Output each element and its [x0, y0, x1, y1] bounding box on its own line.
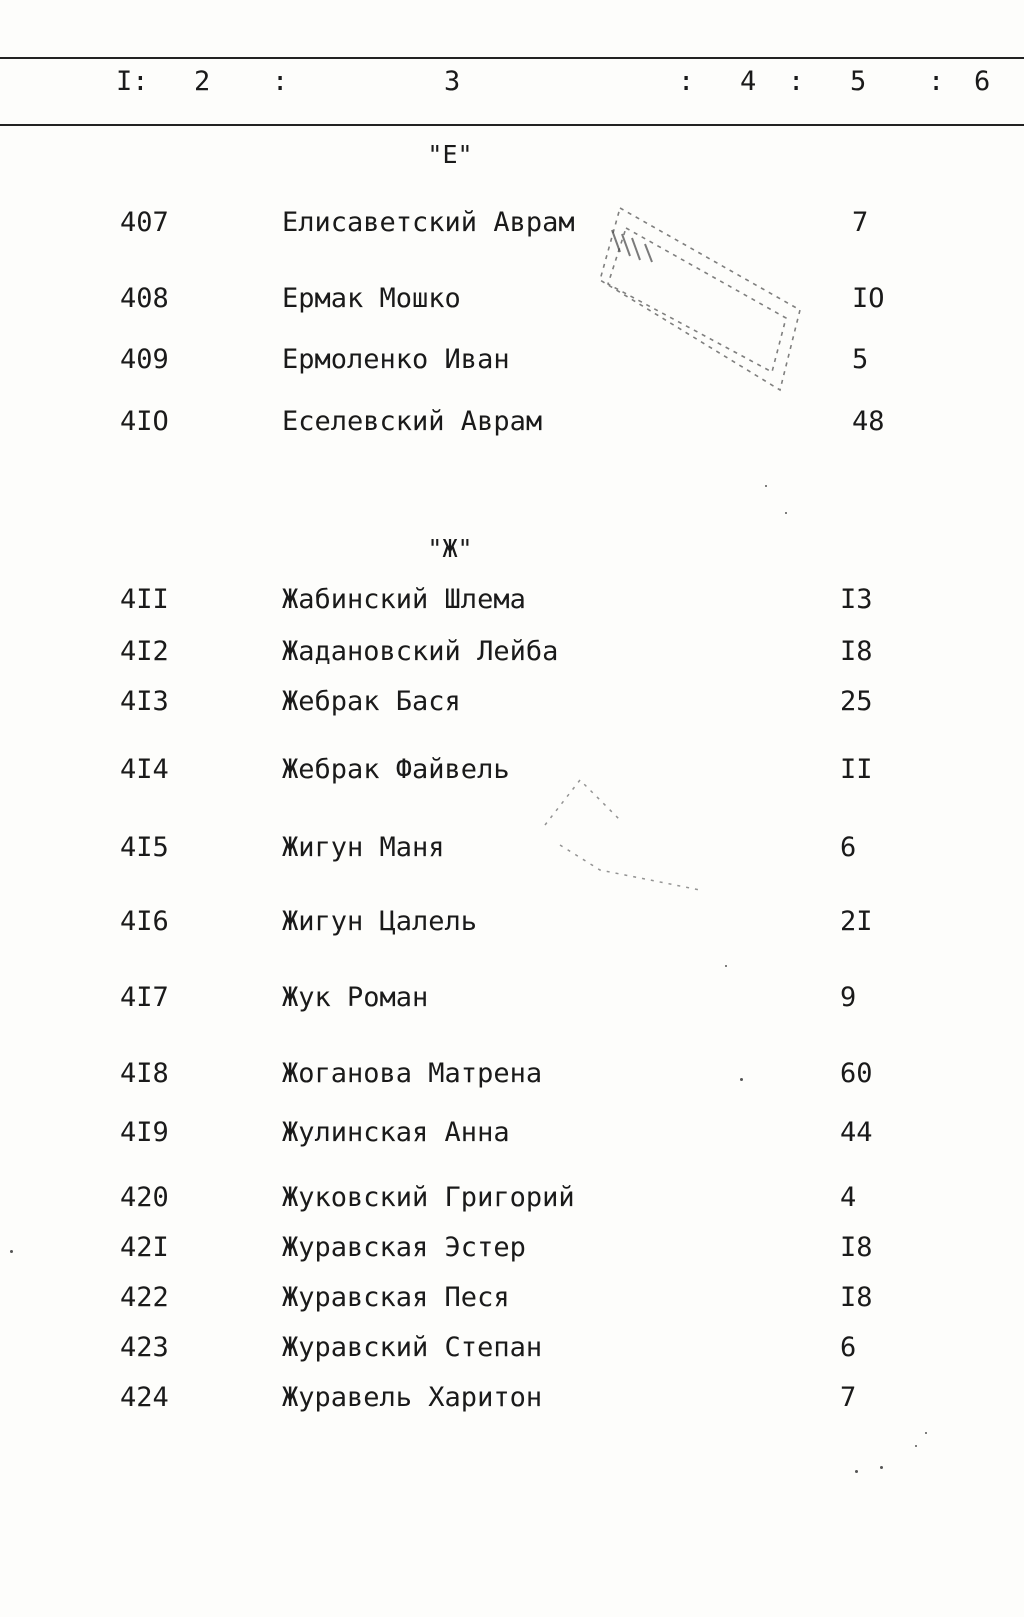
- paper-speck: [740, 1078, 743, 1081]
- paper-speck: [925, 1432, 927, 1434]
- table-row: [0, 342, 1024, 378]
- row-name: Елисаветский Аврам: [282, 207, 575, 238]
- header-sep4: :: [928, 66, 945, 97]
- header-top-rule: [0, 57, 1024, 59]
- row-number: 423: [120, 1332, 169, 1363]
- row-number: 407: [120, 207, 169, 238]
- table-row: [0, 1180, 1024, 1216]
- table-row: [0, 582, 1024, 618]
- row-count: I8: [840, 636, 873, 667]
- table-row: [0, 634, 1024, 670]
- table-row: [0, 752, 1024, 788]
- table-row: [0, 205, 1024, 241]
- row-count: 60: [840, 1058, 873, 1089]
- row-count: 6: [840, 832, 857, 863]
- table-row: [0, 1330, 1024, 1366]
- row-name: Жадановский Лейба: [282, 636, 559, 667]
- row-count: 6: [840, 1332, 857, 1363]
- row-name: Журавель Харитон: [282, 1382, 543, 1413]
- row-count: IO: [852, 283, 885, 314]
- table-row: [0, 904, 1024, 940]
- row-count: II: [840, 754, 873, 785]
- row-name: Ермак Мошко: [282, 283, 461, 314]
- row-name: Жабинский Шлема: [282, 584, 526, 615]
- header-col2: 2: [194, 66, 211, 97]
- header-col5: 5: [850, 66, 867, 97]
- section-letter-zh: "Ж": [427, 534, 473, 563]
- table-row: [0, 1380, 1024, 1416]
- row-number: 422: [120, 1282, 169, 1313]
- row-name: Журавская Песя: [282, 1282, 510, 1313]
- row-name: Жигун Маня: [282, 832, 445, 863]
- row-number: 42I: [120, 1232, 169, 1263]
- table-row: [0, 1056, 1024, 1092]
- row-number: 408: [120, 283, 169, 314]
- row-count: 44: [840, 1117, 873, 1148]
- row-number: 4I9: [120, 1117, 169, 1148]
- paper-speck: [880, 1466, 883, 1469]
- row-count: 9: [840, 982, 857, 1013]
- row-number: 4I8: [120, 1058, 169, 1089]
- row-count: I8: [840, 1282, 873, 1313]
- row-name: Жебрак Файвель: [282, 754, 510, 785]
- faded-stamp-icon: [590, 200, 820, 400]
- row-name: Журавская Эстер: [282, 1232, 526, 1263]
- row-name: Журавский Степан: [282, 1332, 543, 1363]
- row-number: 409: [120, 344, 169, 375]
- paper-speck: [765, 485, 767, 487]
- header-col6: 6: [974, 66, 991, 97]
- row-name: Жоганова Матрена: [282, 1058, 543, 1089]
- table-row: [0, 1280, 1024, 1316]
- row-number: 4I4: [120, 754, 169, 785]
- row-name: Жулинская Анна: [282, 1117, 510, 1148]
- header-sep2: :: [678, 66, 695, 97]
- row-number: 4I2: [120, 636, 169, 667]
- table-row: [0, 1230, 1024, 1266]
- row-number: 4I6: [120, 906, 169, 937]
- table-row: [0, 980, 1024, 1016]
- row-name: Ермоленко Иван: [282, 344, 510, 375]
- row-count: 48: [852, 406, 885, 437]
- row-name: Еселевский Аврам: [282, 406, 543, 437]
- row-number: 420: [120, 1182, 169, 1213]
- paper-speck: [855, 1470, 858, 1473]
- row-count: 7: [840, 1382, 857, 1413]
- table-row: [0, 1115, 1024, 1151]
- table-row: [0, 404, 1024, 440]
- row-number: 4I3: [120, 686, 169, 717]
- row-number: 4IO: [120, 406, 169, 437]
- paper-speck: [10, 1250, 13, 1253]
- row-number: 4I7: [120, 982, 169, 1013]
- paper-speck: [915, 1445, 917, 1447]
- row-count: 25: [840, 686, 873, 717]
- row-name: Жигун Цалель: [282, 906, 478, 937]
- header-col4: 4: [740, 66, 757, 97]
- section-letter-e: "Е": [427, 140, 473, 169]
- row-number: 424: [120, 1382, 169, 1413]
- row-count: 5: [852, 344, 869, 375]
- header-col3: 3: [444, 66, 461, 97]
- row-name: Жебрак Бася: [282, 686, 461, 717]
- table-row: [0, 281, 1024, 317]
- row-number: 4I5: [120, 832, 169, 863]
- faded-stamp-fragment-icon: [540, 775, 720, 905]
- header-bottom-rule: [0, 124, 1024, 126]
- header-col1: I:: [116, 66, 149, 97]
- paper-speck: [725, 965, 727, 967]
- header-sep3: :: [788, 66, 805, 97]
- table-row: [0, 684, 1024, 720]
- row-number: 4II: [120, 584, 169, 615]
- row-count: I8: [840, 1232, 873, 1263]
- row-count: 7: [852, 207, 869, 238]
- table-row: [0, 830, 1024, 866]
- row-count: 4: [840, 1182, 857, 1213]
- row-count: 2I: [840, 906, 873, 937]
- row-name: Жук Роман: [282, 982, 429, 1013]
- header-sep1: :: [272, 66, 289, 97]
- row-count: I3: [840, 584, 873, 615]
- row-name: Жуковский Григорий: [282, 1182, 575, 1213]
- paper-speck: [785, 512, 787, 514]
